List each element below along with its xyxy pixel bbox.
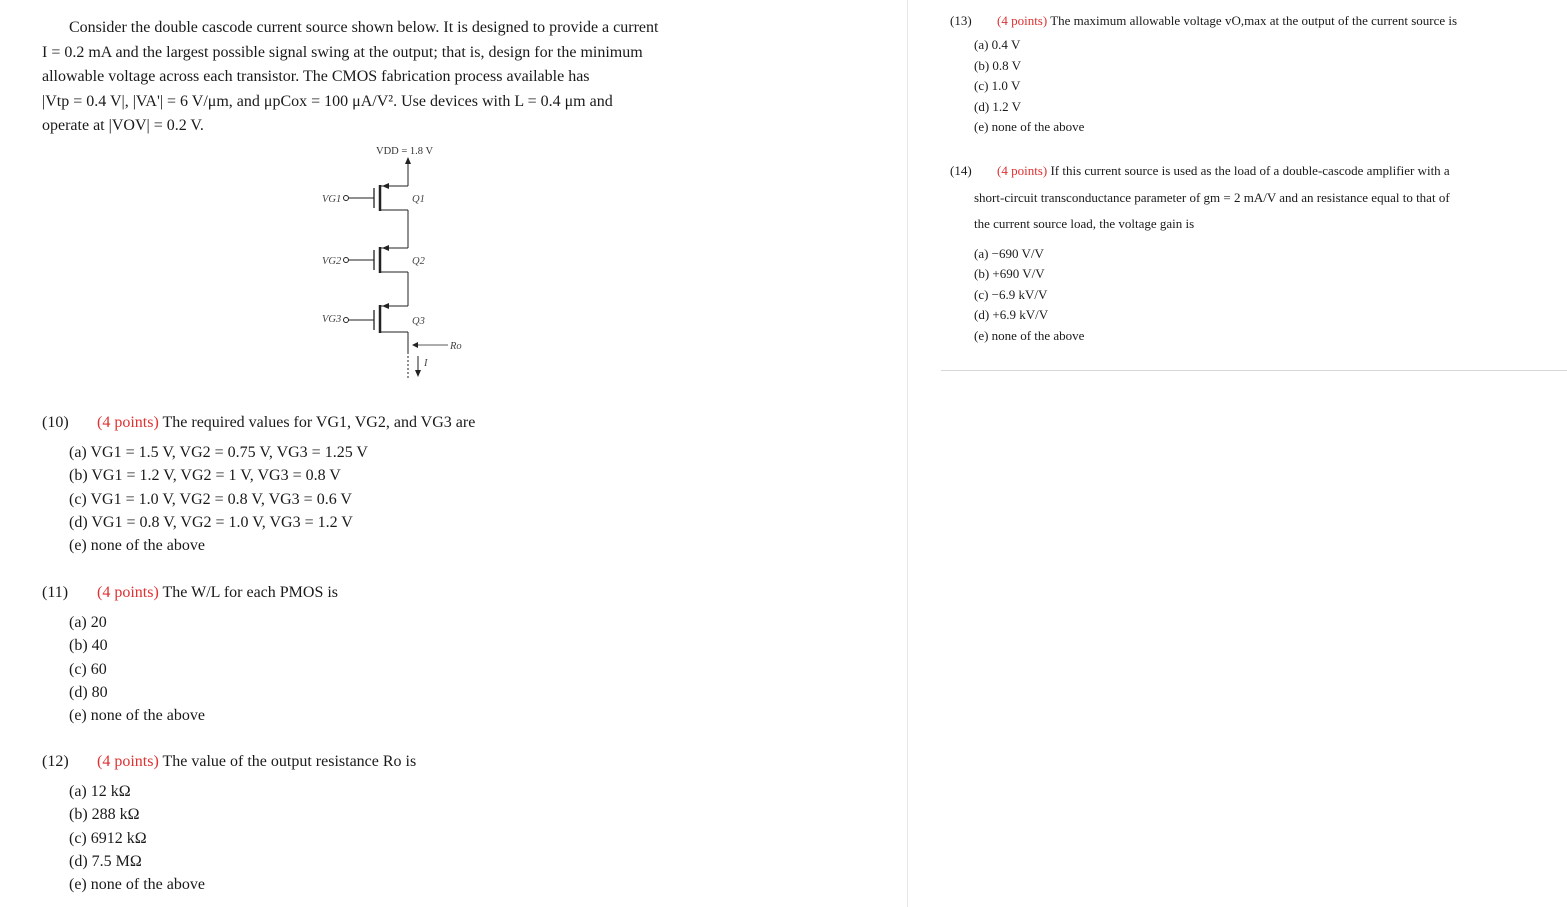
intro-line: I = 0.2 mA and the largest possible signal swing at the output; that is, design for the minimum (42, 43, 643, 61)
question-number: (13) (950, 13, 972, 28)
option-a[interactable]: (a) 0.4 V (974, 37, 1021, 52)
vg2-terminal-icon (344, 258, 349, 263)
question-points: (4 points) (97, 753, 159, 770)
option-e[interactable]: (e) none of the above (69, 537, 205, 555)
option-a[interactable]: (a) 20 (69, 614, 107, 631)
intro-line: Consider the double cascode current source shown below. It is designed to provide a current (69, 19, 659, 36)
option-b[interactable]: (b) +690 V/V (974, 266, 1045, 282)
option-a[interactable]: (a) VG1 = 1.5 V, VG2 = 0.75 V, VG3 = 1.25 V (69, 444, 368, 461)
option-d[interactable]: (d) 80 (69, 683, 108, 701)
question-number: (14) (950, 163, 972, 178)
double-cascode-circuit-diagram (310, 140, 480, 385)
option-c[interactable]: (c) 60 (69, 660, 107, 678)
intro-line: |Vtp = 0.4 V|, |VA'| = 6 V/μm, and μpCox = 100 μA/V². Use devices with L = 0.4 μm and (42, 92, 613, 110)
option-c[interactable]: (c) 1.0 V (974, 78, 1021, 94)
question-14 (950, 158, 1552, 346)
vg3-label: VG3 (322, 314, 342, 325)
question-text: The value of the output resistance Ro is (162, 753, 417, 770)
intro-line: allowable voltage across each transistor. The CMOS fabrication process available has (42, 68, 590, 86)
options-list (950, 35, 1457, 138)
option-a[interactable]: (a) 12 kΩ (69, 783, 131, 800)
question-text: If this current source is used as the load of a double-cascode amplifier with a (1050, 163, 1450, 178)
options-list (42, 780, 416, 896)
option-d[interactable]: (d) +6.9 kV/V (974, 307, 1049, 323)
option-e[interactable]: (e) none of the above (69, 876, 205, 894)
question-number: (12) (42, 753, 69, 770)
option-d[interactable]: (d) 1.2 V (974, 98, 1022, 114)
question-number: (11) (42, 584, 69, 601)
option-a[interactable]: (a) −690 V/V (974, 245, 1044, 261)
problem-statement (42, 16, 757, 139)
options-list (42, 441, 475, 557)
q3-label: Q3 (412, 316, 425, 327)
options-list (950, 244, 1552, 347)
question-points: (4 points) (97, 584, 159, 601)
option-e[interactable]: (e) none of the above (974, 327, 1085, 343)
options-list (42, 611, 338, 727)
option-b[interactable]: (b) 40 (69, 637, 108, 655)
option-b[interactable]: (b) 288 kΩ (69, 806, 140, 824)
vg3-terminal-icon (344, 318, 349, 323)
option-b[interactable]: (b) VG1 = 1.2 V, VG2 = 1 V, VG3 = 0.8 V (69, 467, 341, 485)
right-column (941, 0, 1567, 371)
question-points: (4 points) (997, 13, 1048, 28)
vg1-terminal-icon (344, 196, 349, 201)
vg2-label: VG2 (322, 256, 342, 267)
question-text-line-3: the current source load, the voltage gain is (974, 216, 1195, 231)
question-10 (42, 414, 475, 557)
source-arrow-icon (382, 183, 389, 189)
vdd-label: VDD = 1.8 V (376, 146, 434, 157)
question-11 (42, 584, 338, 727)
ro-label: Ro (450, 341, 462, 352)
option-c[interactable]: (c) −6.9 kV/V (974, 286, 1048, 302)
question-text-line-2: short-circuit transconductance parameter of gm = 2 mA/V and an resistance equal to that of (974, 189, 1450, 205)
question-text: The maximum allowable voltage vO,max at the output of the current source is (1050, 13, 1458, 28)
question-number: (10) (42, 414, 69, 431)
current-arrow-icon (415, 370, 421, 377)
question-points: (4 points) (97, 414, 159, 431)
option-d[interactable]: (d) 7.5 MΩ (69, 852, 142, 870)
source-arrow-icon (382, 245, 389, 251)
source-arrow-icon (382, 303, 389, 309)
question-text: The W/L for each PMOS is (162, 584, 339, 601)
q1-label: Q1 (412, 194, 425, 205)
option-e[interactable]: (e) none of the above (974, 119, 1085, 135)
q2-label: Q2 (412, 256, 425, 267)
question-13 (950, 13, 1457, 138)
intro-line: operate at |VOV| = 0.2 V. (42, 117, 204, 135)
question-points: (4 points) (997, 163, 1048, 178)
current-label: I (424, 358, 428, 369)
question-12 (42, 753, 416, 896)
ro-arrow-icon (412, 342, 418, 348)
option-b[interactable]: (b) 0.8 V (974, 57, 1022, 73)
vdd-arrow-icon (405, 157, 411, 164)
question-text: The required values for VG1, VG2, and VG3 are (162, 414, 476, 431)
option-d[interactable]: (d) VG1 = 0.8 V, VG2 = 1.0 V, VG3 = 1.2 V (69, 513, 353, 531)
vg1-label: VG1 (322, 194, 342, 205)
option-c[interactable]: (c) VG1 = 1.0 V, VG2 = 0.8 V, VG3 = 0.6 V (69, 490, 352, 508)
option-c[interactable]: (c) 6912 kΩ (69, 829, 147, 847)
option-e[interactable]: (e) none of the above (69, 707, 205, 725)
